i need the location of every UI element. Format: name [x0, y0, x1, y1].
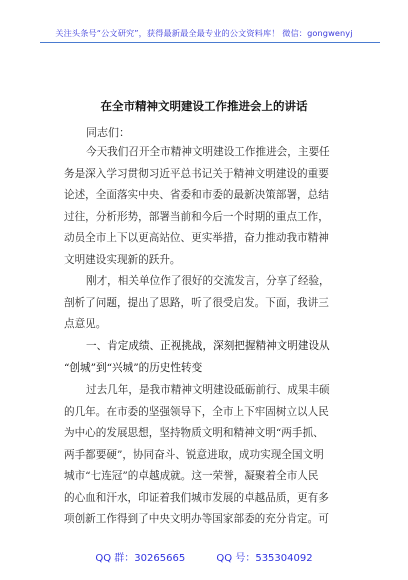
footer-contact [0, 549, 408, 564]
paragraph-achievements [64, 380, 350, 531]
text-line: 的几年。在市委的坚强领导下，全市上下牢固树立以人民 [64, 405, 329, 418]
salutation: 同志们： [86, 126, 130, 139]
page-title: 在全市精神文明建设工作推进会上的讲话 [100, 99, 308, 113]
text-line: 过去几年，是我市精神文明建设砥砺前行、成果丰硕 [86, 384, 330, 396]
text-line: 今天我们召开全市精神文明建设工作推进会，主要任 [86, 146, 330, 158]
paragraph-remarks [64, 271, 350, 336]
paragraph-intro [64, 142, 350, 271]
text-line: 城市“七连冠”的卓越成就。这一荣誉，凝聚着全市人民 [64, 470, 319, 482]
text-line: 的心血和汗水，印证着我们城市发展的卓越品质，更有多 [64, 491, 329, 504]
text-line: 刚才，相关单位作了很好的交流发言，分享了经验， [86, 275, 330, 287]
header-divider [40, 42, 380, 43]
text-line: 项创新工作得到了中央文明办等国家部委的充分肯定。可 [64, 513, 329, 525]
text-line: 动员全市上下以更高站位、更实举措，奋力推动我市精神 [64, 232, 329, 244]
text-line: 论述，全面落实中央、省委和市委的最新决策部署，总结 [64, 189, 329, 201]
section-heading-1 [64, 336, 350, 379]
qq-group-number: QQ 群：30265665 [95, 553, 186, 564]
text-line: 务是深入学习贯彻习近平总书记关于精神文明建设的重要 [64, 167, 329, 180]
text-line: 两手都要硬”，协同奋斗、锐意进取，成功实现全国文明 [64, 448, 324, 461]
heading-line: “创城”到“兴城”的历史性转变 [64, 361, 203, 374]
text-line: 为中心的发展思想，坚持物质文明和精神文明“两手抓、 [64, 427, 324, 439]
text-line: 文明建设实现新的跃升。 [64, 253, 181, 266]
heading-line: 一、肯定成绩、正视挑战，深刻把握精神文明建设从 [86, 340, 330, 352]
header-promo-note: 关注头条号“公文研究”，获得最新最全最专业的公文资料库！ 微信：gongwenyj [55, 28, 353, 38]
text-line: 点意见。 [64, 318, 107, 330]
text-line: 过往，分析形势，部署当前和今后一个时期的重点工作， [64, 210, 329, 223]
qq-number: QQ 号：535304092 [216, 553, 313, 564]
text-line: 剖析了问题，提出了思路，听了很受启发。下面，我讲三 [64, 296, 329, 309]
